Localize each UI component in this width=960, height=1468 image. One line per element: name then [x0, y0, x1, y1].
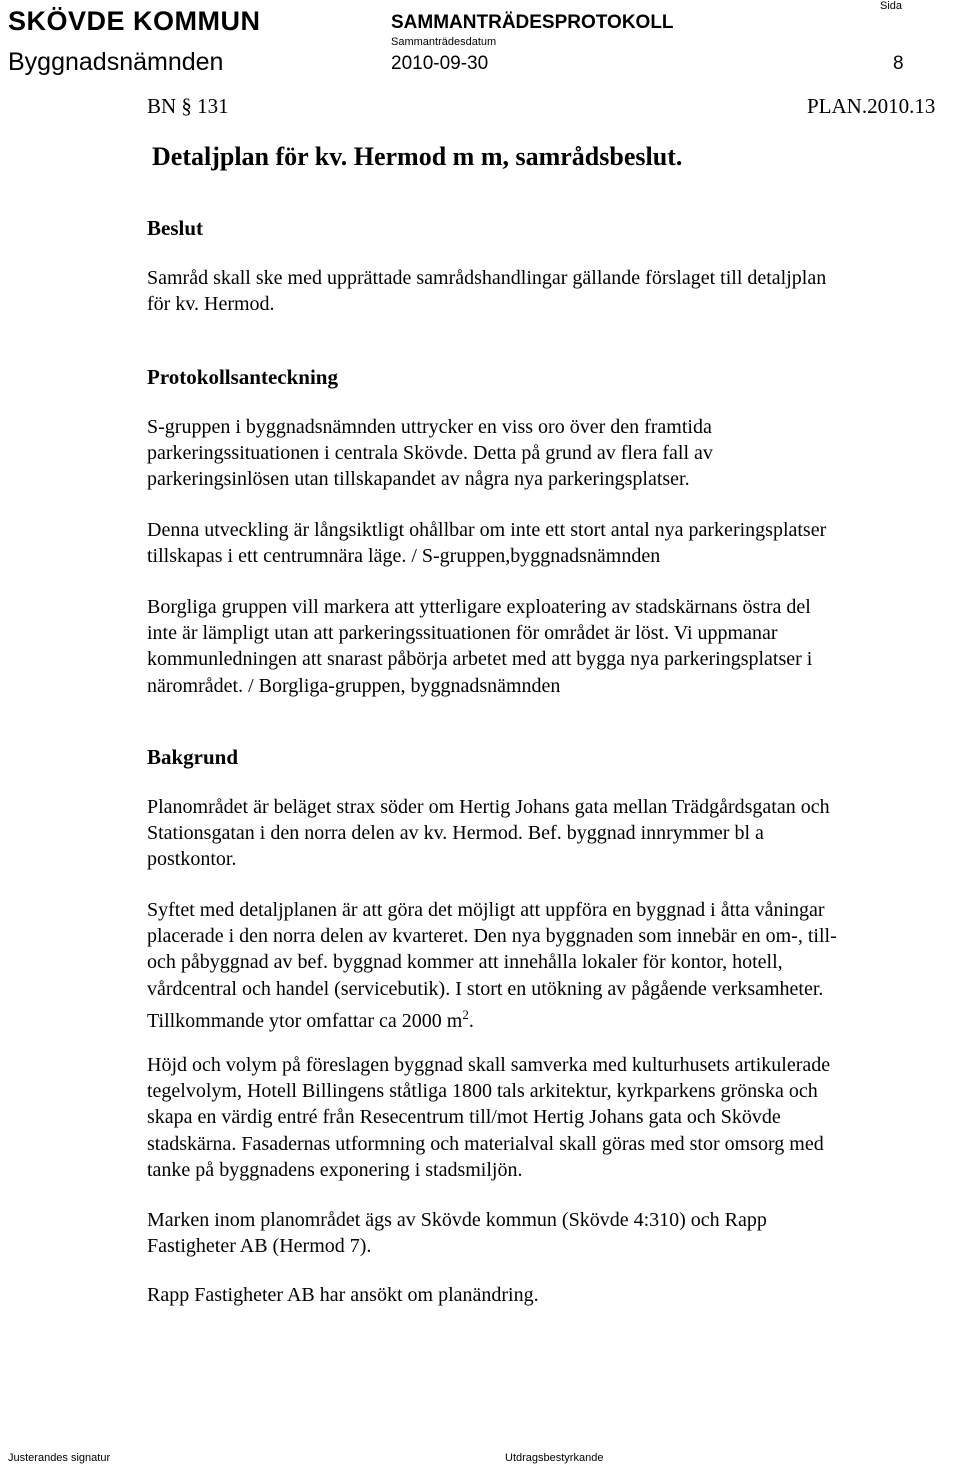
paragraph [147, 1207, 937, 1259]
text-line: Samråd skall ske med upprättade samrådshandlingar gällande förslaget till detaljplan [147, 267, 827, 289]
text-line: skapa en värdig entré från Resecentrum till/mot Hertig Johans gata och Skövde [147, 1106, 781, 1129]
text-line: Syftet med detaljplanen är att göra det möjligt att uppföra en byggnad i åtta våningar [147, 899, 825, 921]
document-type: SAMMANTRÄDESPROTOKOLL [391, 12, 674, 33]
text-line: S-gruppen i byggnadsnämnden uttrycker en viss oro över den framtida [147, 416, 712, 438]
text-line: Marken inom planområdet ägs av Skövde kommun (Skövde 4:310) och Rapp [147, 1209, 767, 1231]
text-line: Borgliga gruppen vill markera att ytterligare exploatering av stadskärnans östra del [147, 596, 811, 618]
paragraph-reference: BN § 131 [147, 94, 229, 118]
text-line: kommunledningen att snarast påbörja arbetet med att bygga nya parkeringsplatser i [147, 648, 813, 671]
text-line: placerade i den norra delen av kvarteret. Den nya byggnaden som innebär en om-, till- [147, 925, 837, 948]
paragraph [147, 594, 937, 699]
text-line: parkeringsinlösen utan tillskapandet av några nya parkeringsplatser. [147, 468, 690, 491]
section-heading-beslut: Beslut [147, 216, 204, 240]
meeting-date-label: Sammanträdesdatum [391, 36, 497, 48]
page-number: 8 [893, 53, 904, 74]
area-text: Tillkommande ytor omfattar ca 2000 m [147, 1009, 463, 1032]
text-line: tegelvolym, Hotell Billingens ståtliga 1800 tals arkitektur, kyrkparkens grönska och [147, 1080, 818, 1103]
text-line: Planområdet är beläget strax söder om Hertig Johans gata mellan Trädgårdsgatan och [147, 796, 830, 818]
section-heading-bakgrund: Bakgrund [147, 745, 239, 769]
text-line: tillskapas i ett centrumnära läge. / S-gruppen,byggnadsnämnden [147, 545, 661, 568]
paragraph [147, 1282, 937, 1308]
text-line: stadskärna. Fasadernas utformning och materialval skall göras med stor omsorg med [147, 1132, 824, 1155]
paragraph [147, 897, 937, 1034]
text-line: och påbyggnad av bef. byggnad kommer att innehålla lokaler för kontor, hotell, [147, 951, 783, 974]
meeting-date: 2010-09-30 [391, 53, 489, 74]
text-line: vårdcentral och handel (servicebutik). I stort en utökning av pågående verksamheter. [147, 977, 824, 1000]
text-line: Rapp Fastigheter AB har ansökt om planändring. [147, 1284, 539, 1306]
page-label: Sida [880, 0, 903, 12]
plan-reference: PLAN.2010.13 [807, 94, 936, 118]
text-line: Höjd och volym på föreslagen byggnad skall samverka med kulturhusets artikulerade [147, 1054, 831, 1076]
paragraph [147, 414, 937, 493]
text-line: Denna utveckling är långsiktligt ohållbar om inte ett stort antal nya parkeringsplatser [147, 519, 827, 541]
text-line: inte är lämpligt utan att parkeringssituationen för området är löst. Vi uppmanar [147, 622, 778, 645]
area-superscript: 2 [462, 1006, 469, 1022]
committee-name: Byggnadsnämnden [8, 48, 224, 76]
document-title: Detaljplan för kv. Hermod m m, samrådsbeslut. [152, 142, 683, 171]
paragraph [147, 517, 937, 569]
text-line: närområdet. / Borgliga-gruppen, byggnadsnämnden [147, 674, 561, 697]
paragraph [147, 265, 937, 317]
text-line: Fastigheter AB (Hermod 7). [147, 1235, 372, 1258]
text-line [147, 1002, 937, 1034]
text-line: tanke på byggnadens exponering i stadsmiljön. [147, 1158, 523, 1181]
signature-label: Justerandes signatur [8, 1452, 111, 1464]
paragraph [147, 794, 937, 873]
text-line: för kv. Hermod. [147, 293, 275, 316]
municipality-logo: SKÖVDE KOMMUN [8, 6, 261, 36]
area-suffix: . [468, 1009, 474, 1032]
section-heading-protokollsanteckning: Protokollsanteckning [147, 365, 338, 389]
text-line: Stationsgatan i den norra delen av kv. Hermod. Bef. byggnad innrymmer bl a [147, 822, 764, 845]
extract-certification-label: Utdragsbestyrkande [505, 1452, 604, 1464]
text-line: parkeringssituationen i centrala Skövde. Detta på grund av flera fall av [147, 442, 713, 465]
text-line: postkontor. [147, 848, 237, 871]
paragraph [147, 1052, 937, 1183]
